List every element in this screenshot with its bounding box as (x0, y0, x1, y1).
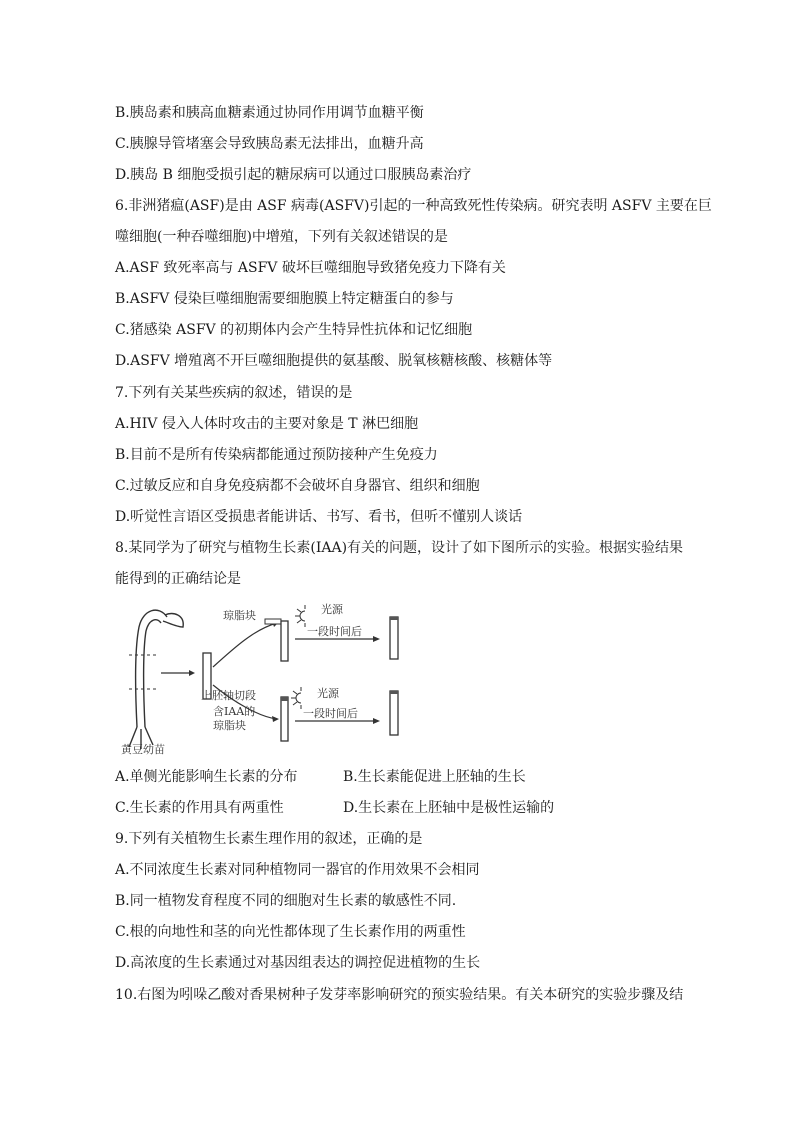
label-iaa-agar-2: 琼脂块 (213, 719, 246, 732)
label-hypocotyl-segment: 上胚轴切段 (201, 689, 256, 702)
q6-option-c: C.猪感染 ASFV 的初期体内会产生特异性抗体和记忆细胞 (115, 322, 473, 338)
arrow-head-icon (189, 670, 195, 676)
q5-option-c: C.胰腺导管堵塞会导致胰岛素无法排出，血糖升高 (115, 136, 424, 152)
agar-bottom-result (390, 691, 398, 694)
q8-option-d: D.生长素在上胚轴中是极性运输的 (343, 800, 555, 816)
q10-stem: 10.右图为吲哚乙酸对香果树种子发芽率影响研究的预实验结果。有关本研究的实验步骤及结 (115, 987, 684, 1003)
segment-top-result (390, 617, 398, 659)
label-light-bottom: 光源 (317, 687, 339, 700)
q6-option-b: B.ASFV 侵染巨噬细胞需要细胞膜上特定糖蛋白的参与 (115, 291, 454, 307)
sun-icon (291, 687, 301, 709)
q6-option-d: D.ASFV 增殖离不开巨噬细胞提供的氨基酸、脱氧核糖核酸、核糖体等 (115, 353, 553, 369)
q7-option-c: C.过敏反应和自身免疫病都不会破坏自身器官、组织和细胞 (115, 478, 480, 494)
q8-option-c: C.生长素的作用具有两重性 (115, 800, 284, 816)
arrow-head-icon (373, 636, 380, 642)
q7-option-b: B.目前不是所有传染病都能通过预防接种产生免疫力 (115, 447, 438, 463)
q7-stem: 7.下列有关某些疾病的叙述，错误的是 (115, 385, 353, 401)
segment-bottom-start (281, 697, 288, 741)
label-iaa-agar-1: 含IAA的 (213, 705, 256, 718)
q9-option-d: D.高浓度的生长素通过对基因组表达的调控促进植物的生长 (115, 955, 481, 971)
q7-option-a: A.HIV 侵入人体时攻击的主要对象是 T 淋巴细胞 (115, 416, 419, 432)
q6-stem-line1: 6.非洲猪瘟(ASF)是由 ASF 病毒(ASFV)引起的一种高致死性传染病。研究表明 ASFV 主要在巨 (115, 198, 712, 214)
q9-option-a: A.不同浓度生长素对同种植物同一器官的作用效果不会相同 (115, 862, 480, 878)
agar-block-top (265, 619, 281, 624)
label-time-top: 一段时间后 (307, 625, 362, 638)
soybean-seedling (129, 610, 183, 749)
q9-option-c: C.根的向地性和茎的向光性都体现了生长素作用的两重性 (115, 924, 466, 940)
q5-option-b: B.胰岛素和胰高血糖素通过协同作用调节血糖平衡 (115, 105, 424, 121)
sun-icon (295, 605, 305, 627)
q9-stem: 9.下列有关植物生长素生理作用的叙述，正确的是 (115, 831, 423, 847)
q7-option-d: D.听觉性言语区受损患者能讲话、书写、看书，但听不懂别人谈话 (115, 509, 523, 525)
agar-top-result (390, 617, 398, 620)
q8-stem-line2: 能得到的正确结论是 (115, 571, 241, 587)
label-agar-block: 琼脂块 (223, 609, 256, 622)
experiment-figure (115, 597, 555, 759)
q8-option-a: A.单侧光能影响生长素的分布 (115, 769, 298, 785)
iaa-agar-bottom (281, 697, 288, 701)
label-time-bottom: 一段时间后 (303, 707, 358, 720)
q6-option-a: A.ASF 致死率高与 ASFV 破坏巨噬细胞导致猪免疫力下降有关 (115, 260, 506, 276)
segment-bottom-result (390, 691, 398, 735)
arrow-head-icon (272, 716, 279, 722)
q8-option-b: B.生长素能促进上胚轴的生长 (343, 769, 526, 785)
q5-option-d: D.胰岛 B 细胞受损引起的糖尿病可以通过口服胰岛素治疗 (115, 167, 472, 183)
arrow-up (213, 623, 277, 667)
segment-top-start (281, 621, 288, 661)
label-light-top: 光源 (321, 603, 343, 616)
q8-stem-line1: 8.某同学为了研究与植物生长素(IAA)有关的问题，设计了如下图所示的实验。根据实验结果 (115, 540, 684, 556)
q6-stem-line2: 噬细胞(一种吞噬细胞)中增殖，下列有关叙述错误的是 (115, 229, 448, 245)
arrow-head-icon (373, 718, 380, 724)
q9-option-b: B.同一植物发育程度不同的细胞对生长素的敏感性不同. (115, 893, 457, 909)
label-soybean-seedling: 黄豆幼苗 (121, 743, 165, 756)
